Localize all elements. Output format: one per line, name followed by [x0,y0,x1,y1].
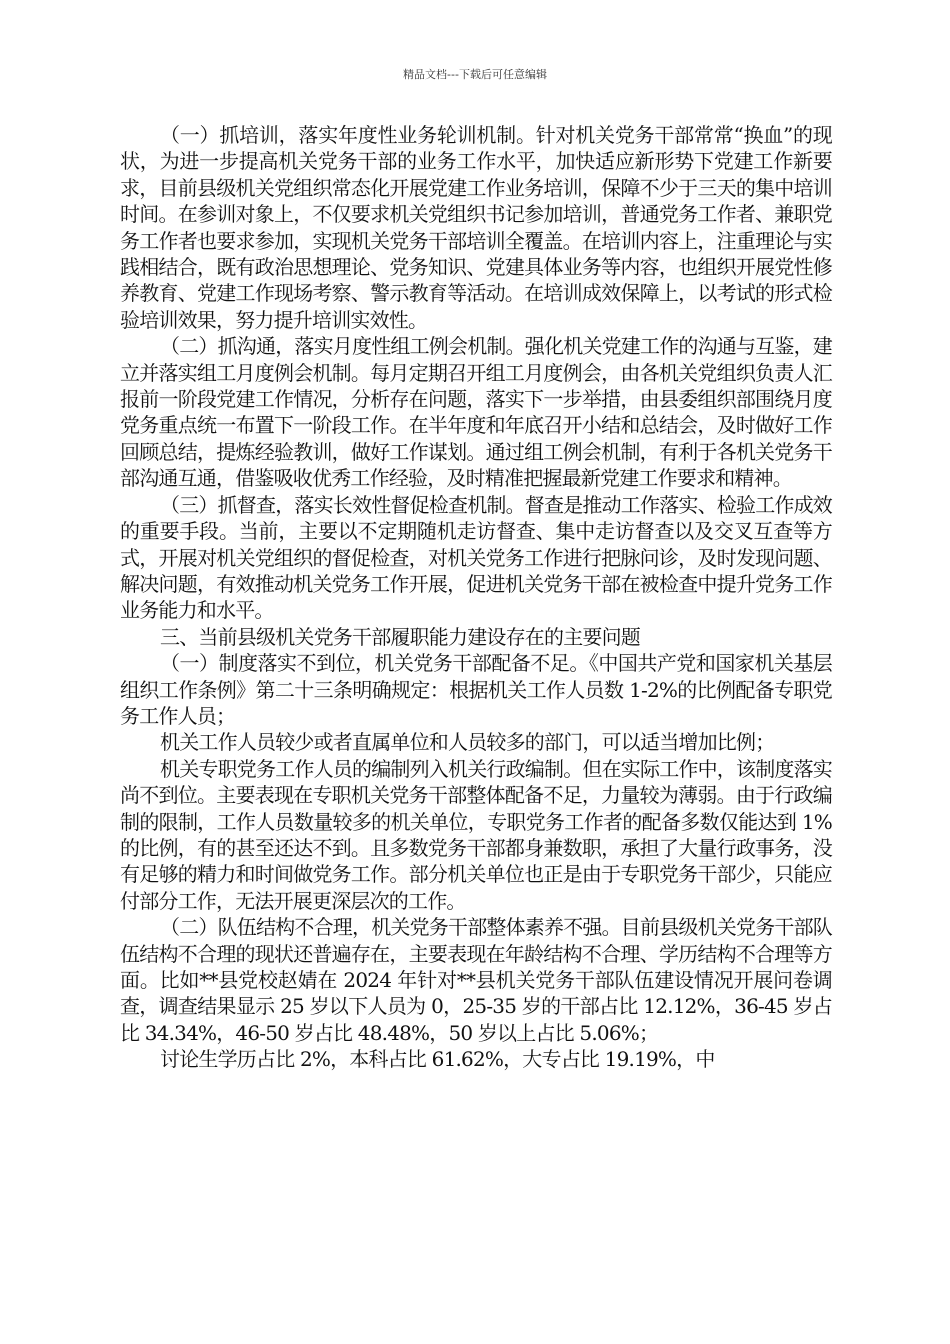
paragraph-communication: （二）抓沟通，落实月度性组工例会机制。强化机关党建工作的沟通与互鉴，建立并落实组工月度例会机制。每月定期召开组工月度例会，由各机关党组织负责人汇报前一阶段党建工作情况，分析存在问题，落实下一步举措，由县委组织部围绕月度党务重点统一布置下一阶段工作。在半年度和年底召开小结和总结会，及时做好工作回顾总结，提炼经验教训，做好工作谋划。通过组工例会机制，有利于各机关党务干部沟通互通，借鉴吸收优秀工作经验，及时精准把握最新党建工作要求和精神。 [120,334,832,491]
paragraph-staffing-detail: 机关专职党务工作人员的编制列入机关行政编制。但在实际工作中，该制度落实尚不到位。主要表现在专职机关党务干部整体配备不足，力量较为薄弱。由于行政编制的限制，工作人员数量较多的机关单位，专职党务工作者的配备多数仅能达到 1%的比例，有的甚至还达不到。且多数党务干部都身兼数职，承担了大量行政事务，没有足够的精力和时间做党务工作。部分机关单位也正是由于专职党务干部少，只能应付部分工作，无法开展更深层次的工作。 [120,756,832,913]
paragraph-team-structure: （二）队伍结构不合理，机关党务干部整体素养不强。目前县级机关党务干部队伍结构不合理的现状还普遍存在，主要表现在年龄结构不合理、学历结构不合理等方面。比如**县党校赵婧在 2024 年针对**县机关党务干部队伍建设情况开展问卷调查，调查结果显示 25 岁以下人员为 0，25-35 岁的干部占比 12.12%，36-45 岁占比 34.34%，46-50 岁占比 48.48%，50 岁以上占比 5.06%； [120,915,832,1045]
paragraph-training: （一）抓培训，落实年度性业务轮训机制。针对机关党务干部常常“换血”的现状，为进一步提高机关党务干部的业务工作水平，加快适应新形势下党建工作新要求，目前县级机关党组织常态化开展党建工作业务培训，保障不少于三天的集中培训时间。在参训对象上，不仅要求机关党组织书记参加培训，普通党务工作者、兼职党务工作者也要求参加，实现机关党务干部培训全覆盖。在培训内容上，注重理论与实践相结合，既有政治思想理论、党务知识、党建具体业务等内容，也组织开展党性修养教育、党建工作现场考察、警示教育等活动。在培训成效保障上，以考试的形式检验培训效果，努力提升培训实效性。 [120,123,832,332]
paragraph-supervision: （三）抓督查，落实长效性督促检查机制。督查是推动工作落实、检验工作成效的重要手段。当前，主要以不定期随机走访督查、集中走访督查以及交叉互查等方式，开展对机关党组织的督促检查，对机关党务工作进行把脉问诊，及时发现问题、解决问题，有效推动机关党务工作开展，促进机关党务干部在被检查中提升党务工作业务能力和水平。 [120,492,832,623]
document-body [120,122,832,1073]
page-header: 精品文档---下载后可任意编辑 [403,68,547,81]
paragraph-staffing: （一）制度落实不到位，机关党务干部配备不足。《中国共产党和国家机关基层组织工作条例》第二十三条明确规定：根据机关工作人员数 1-2%的比例配备专职党务工作人员； [120,651,832,728]
paragraph-staffing-ratio: 机关工作人员较少或者直属单位和人员较多的部门，可以适当增加比例； [160,730,775,755]
paragraph-education: 讨论生学历占比 2%，本科占比 61.62%，大专占比 19.19%，中 [160,1047,715,1072]
section-heading-problems: 三、当前县级机关党务干部履职能力建设存在的主要问题 [160,624,640,649]
